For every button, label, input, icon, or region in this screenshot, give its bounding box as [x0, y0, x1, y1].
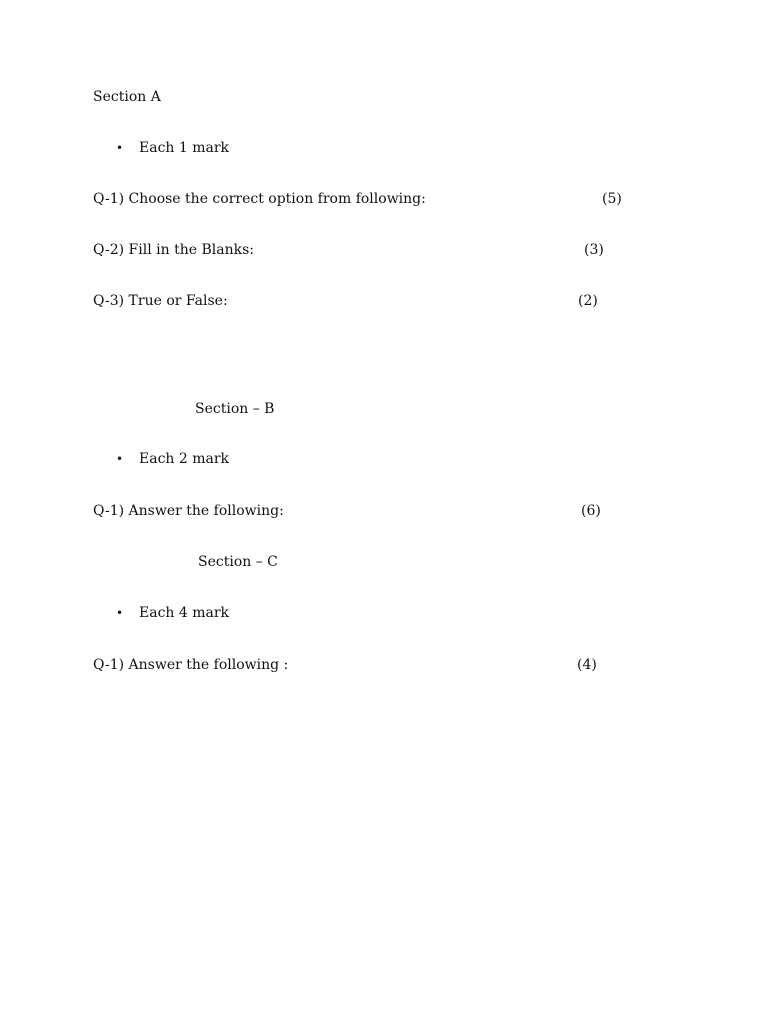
bullet-icon: •: [116, 452, 124, 466]
section-c-q1-label: Q-1) Answer the following :: [93, 657, 289, 673]
section-a-q3-label: Q-3) True or False:: [93, 293, 228, 309]
section-b-q1-marks: (6): [581, 503, 601, 519]
section-a-title: Section A: [93, 89, 161, 105]
section-a-q3-marks: (2): [578, 293, 598, 309]
section-a-q1-label: Q-1) Choose the correct option from following:: [93, 191, 426, 207]
section-c-note-text: Each 4 mark: [139, 605, 230, 621]
section-b-title: Section – B: [195, 401, 275, 417]
bullet-icon: •: [116, 606, 124, 620]
section-b-q1-label: Q-1) Answer the following:: [93, 503, 284, 519]
section-a-q2-marks: (3): [584, 242, 604, 258]
section-a-q1-marks: (5): [602, 191, 622, 207]
bullet-icon: •: [116, 141, 124, 155]
section-c-title: Section – C: [198, 554, 278, 570]
section-b-note-text: Each 2 mark: [139, 451, 230, 467]
section-a-q2-label: Q-2) Fill in the Blanks:: [93, 242, 254, 258]
section-a-note-text: Each 1 mark: [139, 140, 230, 156]
section-c-q1-marks: (4): [577, 657, 597, 673]
